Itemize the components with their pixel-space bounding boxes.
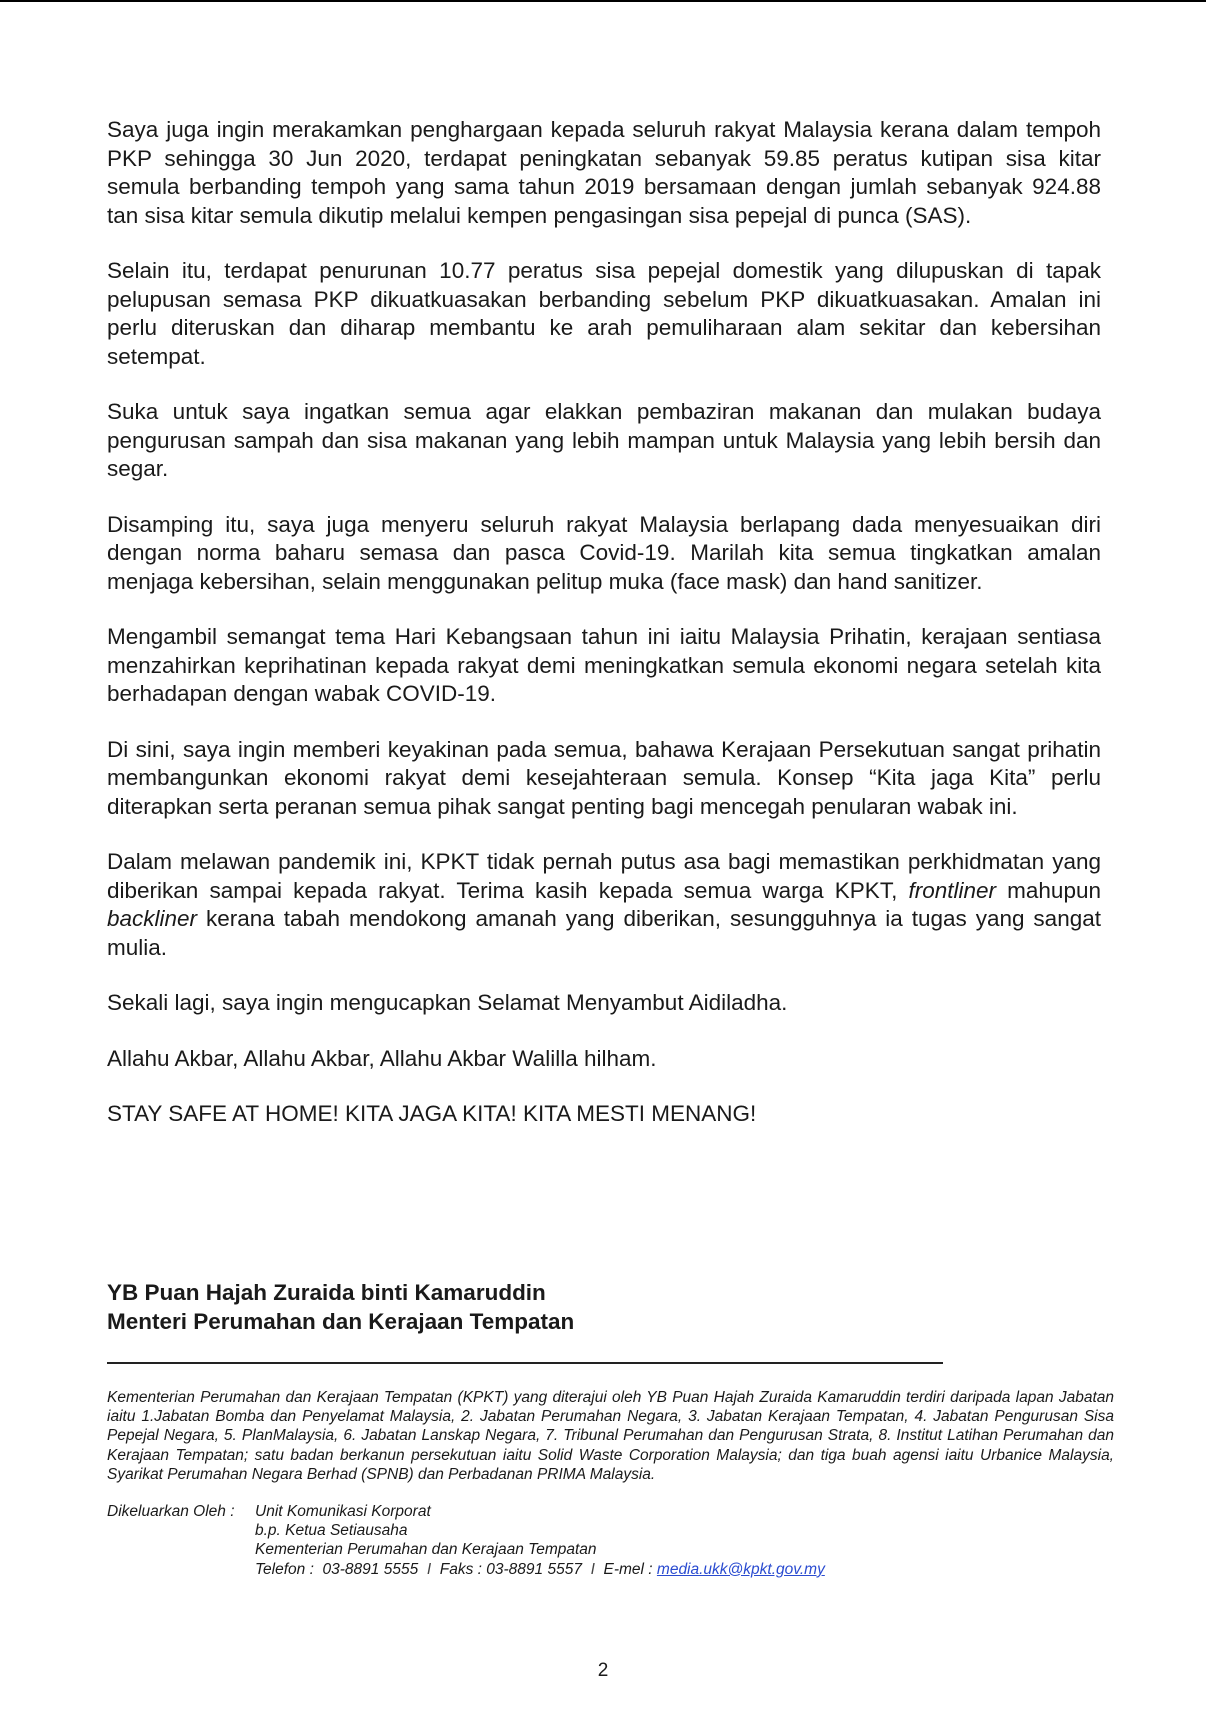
backliner-term: backliner xyxy=(107,906,198,931)
issued-label: Dikeluarkan Oleh : xyxy=(107,1503,235,1520)
thanks-text-c: mahupun xyxy=(996,877,1101,903)
separator: I xyxy=(590,1560,595,1578)
paragraph-new-norm: Disamping itu, saya juga menyeru seluruh rakyat Malaysia berlapang dada menyesuaikan diri dengan norma baharu semasa dan pasca Covid-19. Marilah kita semua tingkatkan amalan menjaga kebersihan, selain menggunakan pelitup muka (face mask) dan hand sanitizer. xyxy=(107,511,1101,594)
email-link[interactable]: media.ukk@kpkt.gov.my xyxy=(656,1560,825,1578)
signature-title: Menteri Perumahan dan Kerajaan Tempatan xyxy=(107,1309,575,1334)
email-label: E-mel : xyxy=(603,1560,653,1578)
paragraph-takbir: Allahu Akbar, Allahu Akbar, Allahu Akbar Walilla hilham. xyxy=(107,1045,657,1071)
separator: I xyxy=(426,1560,432,1578)
issued-by-block xyxy=(107,1502,825,1579)
fax-number: 03-8891 5557 xyxy=(486,1560,582,1578)
paragraph-waste-reduction: Selain itu, terdapat penurunan 10.77 peratus sisa pepejal domestik yang dilupuskan di tapak pelupusan semasa PKP dikuatkuasakan berbanding sebelum PKP dikuatkuasakan. Amalan ini perlu diteruskan dan diharap membantu ke arah pemuliharaan alam sekitar dan kebersihan setempat. xyxy=(107,258,1101,369)
paragraph-recycling: Saya juga ingin merakamkan penghargaan kepada seluruh rakyat Malaysia kerana dalam tempoh PKP sehingga 30 Jun 2020, terdapat peningkatan sebanyak 59.85 peratus kutipan sisa kitar semula berbanding tempoh yang sama tahun 2019 bersamaan dengan jumlah sebanyak 924.88 tan sisa kitar semula dikutip melalui kempen pengasingan sisa pepejal di punca (SAS). xyxy=(107,117,1101,228)
paragraph-greeting: Sekali lagi, saya ingin mengucapkan Selamat Menyambut Aidiladha. xyxy=(107,990,788,1015)
signature-block xyxy=(107,1278,574,1336)
issued-on-behalf: b.p. Ketua Setiausaha xyxy=(255,1522,408,1540)
paragraph-thanks xyxy=(107,848,1101,962)
phone-number: 03-8891 5555 xyxy=(322,1560,419,1578)
frontliner-term: frontliner xyxy=(908,877,997,903)
paragraph-federal-government: Di sini, saya ingin memberi keyakinan pada semua, bahawa Kerajaan Persekutuan sangat prihatin membangunkan ekonomi rakyat demi kesejahteraan semula. Konsep “Kita jaga Kita” perlu diterapkan serta peranan semua pihak sangat penting bagi mencegah penularan wabak ini. xyxy=(107,736,1101,819)
signature-name: YB Puan Hajah Zuraida binti Kamaruddin xyxy=(107,1280,546,1305)
ministry-footnote: Kementerian Perumahan dan Kerajaan Tempatan (KPKT) yang diterajui oleh YB Puan Hajah Zuraida Kamaruddin terdiri daripada lapan Jabatan iaitu 1.Jabatan Bomba dan Penyelamat Malaysia, 2. Jabatan Perumahan Negara, 3. Jabatan Kerajaan Tempatan, 4. Jabatan Pengurusan Sisa Pepejal Negara, 5. PlanMalaysia, 6. Jabatan Lanskap Negara, 7. Tribunal Perumahan dan Pengurusan Strata, 8. Institut Latihan Perumahan dan Kerajaan Tempatan; satu badan berkanun persekutuan iaitu Solid Waste Corporation Malaysia; dan tiga buah agensi iaitu Urbanice Malaysia, Syarikat Perumahan Negara Berhad (SPNB) dan Perbadanan PRIMA Malaysia. xyxy=(107,1389,1114,1483)
letter-body xyxy=(107,116,1101,1129)
page-number: 2 xyxy=(597,1660,609,1681)
fax-label: Faks : xyxy=(439,1560,482,1578)
issued-ministry: Kementerian Perumahan dan Kerajaan Tempatan xyxy=(255,1541,597,1559)
divider-line xyxy=(107,1362,943,1364)
paragraph-national-day: Mengambil semangat tema Hari Kebangsaan tahun ini iaitu Malaysia Prihatin, kerajaan sentiasa menzahirkan keprihatinan kepada rakyat demi meningkatkan semula ekonomi negara setelah kita berhadapan dengan wabak COVID-19. xyxy=(107,624,1101,706)
thanks-text-e: kerana tabah mendokong amanah yang diberikan, sesungguhnya ia tugas yang sangat mulia. xyxy=(107,906,1101,960)
page-top-border xyxy=(0,0,1206,2)
issued-unit: Unit Komunikasi Korporat xyxy=(255,1503,431,1520)
paragraph-slogan: STAY SAFE AT HOME! KITA JAGA KITA! KITA MESTI MENANG! xyxy=(107,1101,757,1126)
paragraph-food-waste: Suka untuk saya ingatkan semua agar elakkan pembaziran makanan dan mulakan budaya pengurusan sampah dan sisa makanan yang lebih mampan untuk Malaysia yang lebih bersih dan segar. xyxy=(107,399,1101,481)
phone-label: Telefon : xyxy=(255,1560,314,1578)
thanks-text-a: Dalam melawan pandemik ini, KPKT tidak pernah putus asa bagi memastikan perkhidmatan yang diberikan sampai kepada rakyat. Terima kasih kepada semua warga KPKT, xyxy=(107,849,1101,903)
